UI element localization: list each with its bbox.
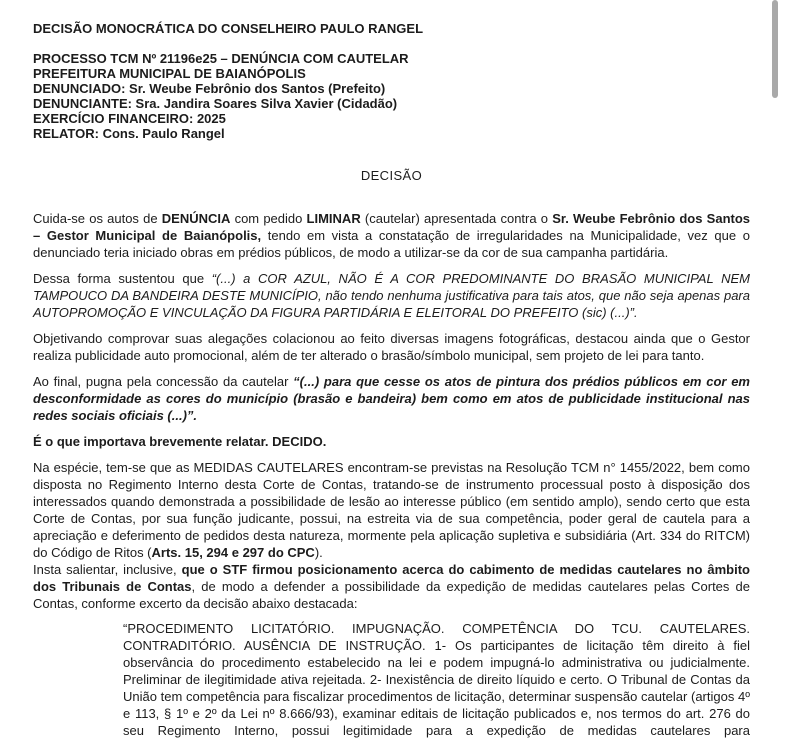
text-run: ). (314, 545, 323, 560)
document-paragraphs (33, 210, 750, 739)
quote-paragraph (123, 620, 750, 739)
text-run: Objetivando comprovar suas alegações colacionou ao feito diversas imagens fotográficas, destacou ainda que o Gestor realiza publicidade auto promocional, além de ter alterado o brasão/símbolo municipal, sem projeto de lei para tanto. (33, 331, 750, 363)
text-run: Na espécie, tem-se que as MEDIDAS CAUTELARES encontram-se previstas na Resolução TCM n° 1455/2022, bem como disposta no Regimento Interno desta Corte de Contas, tratando-se de instrumento processual posto à disposição dos interessados quando demonstrada a possibilidade de lesão ao interesse público (em sentido amplo), sendo certo que esta Corte de Contas, por sua função judicante, possui, na estreita via de sua competência, poder geral de cautela para a apreciação e deferimento de pedidos desta natureza, mormente pela aplicação supletiva e subsidiária (Art. 334 do RITCM) do Código de Ritos ( (33, 460, 750, 560)
text-run: Dessa forma sustentou que (33, 271, 212, 286)
text-run: “PROCEDIMENTO LICITATÓRIO. IMPUGNAÇÃO. COMPETÊNCIA DO TCU. CAUTELARES. CONTRADITÓRIO. AUSÊNCIA DE INSTRUÇÃO. 1- Os participantes de licitação têm direito à fiel observância do procedimento estabelecido na lei e podem impugná-lo administrativa ou judicialmente. Preliminar de ilegitimidade ativa rejeitada. 2- Inexistência de direito líquido e certo. O Tribunal de Contas da União tem competência para fiscalizar procedimentos de licitação, determinar suspensão cautelar (artigos 4º e 113, § 1º e 2º da Lei nº 8.666/93), examinar editais de licitação publicados e, nos termos do art. 276 do seu Regimento Interno, possui legitimidade para a expedição de medidas cautelares para (123, 621, 750, 738)
text-run: Cuida-se os autos de (33, 211, 162, 226)
paragraph (33, 330, 750, 364)
text-run: que o STF firmou posicionamento acerca do cabimento de medidas cautelares no âmbito dos Tribunais de Contas (33, 562, 750, 594)
text-run: (cautelar) apresentada contra o (360, 211, 553, 226)
header-line-denunciante: DENUNCIANTE: Sra. Jandira Soares Silva Xavier (Cidadão) (33, 96, 398, 111)
text-run: “(...) para que cesse os atos de pintura dos prédios públicos em cor em desconformidade as cores do município (brasão e bandeira) bem como em atos de publicidade institucional nas redes sociais oficiais (...)”. (33, 374, 750, 423)
document-title: DECISÃO MONOCRÁTICA DO CONSELHEIRO PAULO RANGEL (33, 21, 424, 36)
text-run: tendo em vista a constatação de irregularidades na Municipalidade, vez que o denunciado teria iniciado obras em prédios públicos, de modo a utilizar-se da cor de sua campanha partidária. (33, 228, 750, 260)
header-line-processo: PROCESSO TCM Nº 21196e25 – DENÚNCIA COM CAUTELAR (33, 51, 409, 66)
text-run: , de modo a defender a possibilidade da expedição de medidas cautelares pelas Cortes de Contas, conforme excerto da decisão abaixo destacada: (33, 579, 751, 611)
document-header (33, 21, 750, 141)
paragraph (33, 373, 750, 424)
paragraph (33, 459, 750, 561)
text-run: DENÚNCIA (161, 211, 231, 226)
header-line-denunciado: DENUNCIADO: Sr. Weube Febrônio dos Santos (Prefeito) (33, 81, 386, 96)
text-run: “(...) a COR AZUL, NÃO É A COR PREDOMINANTE DO BRASÃO MUNICIPAL NEM TAMPOUCO DA BANDEIRA DESTE MUNICÍPIO, não tendo nenhuma justificativa para tais atos, que não seja apenas para AUTOPROMOÇÃO E VINCULAÇÃO DA FIGURA PARTIDÁRIA E ELEITORAL DO PREFEITO (sic) (...)”. (33, 271, 750, 320)
section-title: DECISÃO (360, 168, 423, 183)
scrollbar-thumb[interactable] (772, 0, 778, 98)
header-line-relator: RELATOR: Cons. Paulo Rangel (33, 126, 225, 141)
document-header-lines (33, 51, 750, 141)
document-content (33, 21, 750, 747)
header-line-exercicio: EXERCÍCIO FINANCEIRO: 2025 (33, 111, 226, 126)
text-run: Arts. 15, 294 e 297 do CPC (151, 545, 315, 560)
header-line-prefeitura: PREFEITURA MUNICIPAL DE BAIANÓPOLIS (33, 66, 306, 81)
paragraph (33, 561, 750, 612)
paragraph (33, 433, 750, 450)
text-run: Insta salientar, inclusive, (33, 562, 182, 577)
text-run: com pedido (230, 211, 307, 226)
text-run: Ao final, pugna pela concessão da cautelar (33, 374, 294, 389)
paragraph (33, 210, 750, 261)
text-run: LIMINAR (306, 211, 361, 226)
text-run: É o que importava brevemente relatar. DECIDO. (33, 434, 327, 449)
text-run: Sr. Weube Febrônio dos Santos – Gestor Municipal de Baianópolis, (33, 211, 751, 243)
paragraph (33, 270, 750, 321)
